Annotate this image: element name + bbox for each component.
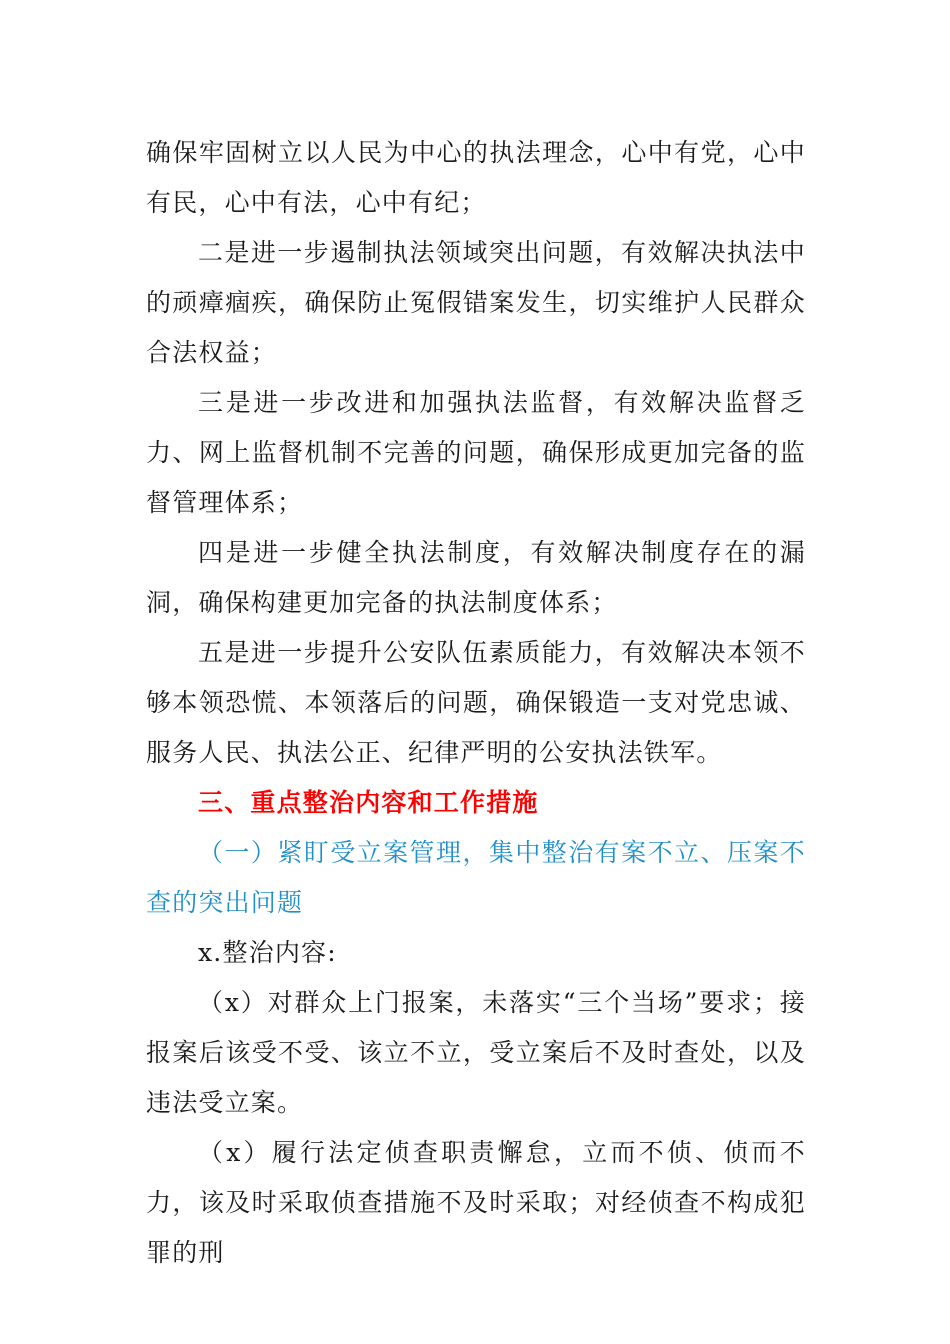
subsection-label: x.整治内容: [198, 938, 337, 967]
paragraph-item-5: 五是进一步提升公安队伍素质能力，有效解决本领不够本领恐慌、本领落后的问题，确保锻造一支对党忠诚、服务人民、执法公正、纪律严明的公安执法铁军。 [146, 638, 806, 767]
paragraph-clause-1: （x）对群众上门报案，未落实“三个当场”要求；接报案后该受不受、该立不立，受立案后不及时查处，以及违法受立案。 [146, 988, 806, 1117]
paragraph-item-4: 四是进一步健全执法制度，有效解决制度存在的漏洞，确保构建更加完备的执法制度体系； [146, 538, 806, 617]
paragraph-clause-2: （x）履行法定侦查职责懈怠，立而不侦、侦而不力，该及时采取侦查措施不及时采取；对经侦查不构成犯罪的刑 [146, 1138, 806, 1267]
section-heading: 三、重点整治内容和工作措施 [198, 788, 539, 817]
document-body [146, 128, 806, 1278]
subsection-heading: （一）紧盯受立案管理，集中整治有案不立、压案不查的突出问题 [146, 838, 806, 917]
paragraph-item-3: 三是进一步改进和加强执法监督，有效解决监督乏力、网上监督机制不完善的问题，确保形成更加完备的监督管理体系； [146, 388, 806, 517]
paragraph-continuation: 确保牢固树立以人民为中心的执法理念，心中有党，心中有民，心中有法，心中有纪； [146, 138, 806, 217]
paragraph-item-2: 二是进一步遏制执法领域突出问题，有效解决执法中的顽瘴痼疾，确保防止冤假错案发生，切实维护人民群众合法权益； [146, 238, 806, 367]
